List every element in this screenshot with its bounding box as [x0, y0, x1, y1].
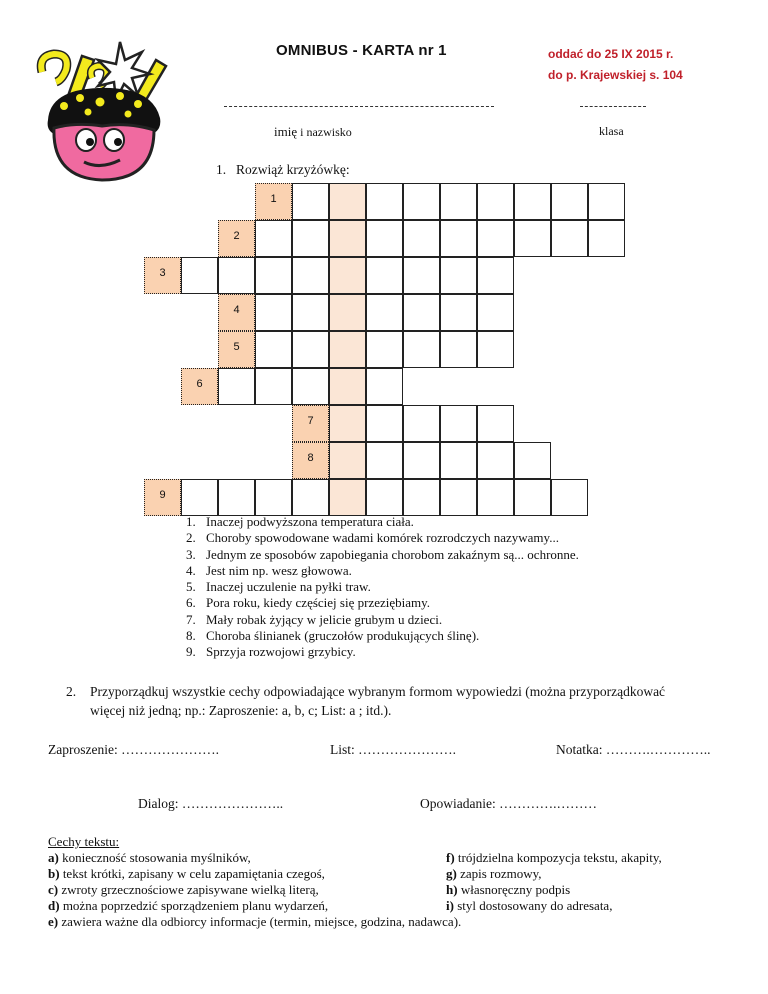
task2-text-1: Przyporządkuj wszystkie cechy odpowiadające wybranym formom wypowiedzi (można przyporządkować: [90, 684, 666, 699]
deadline-room: do p. Krajewskiej s. 104: [548, 68, 683, 82]
crossword-number-label: 9: [159, 489, 166, 501]
crossword-letter-cell[interactable]: [403, 220, 440, 257]
clue-item: [186, 644, 579, 660]
crossword-letter-cell[interactable]: [181, 479, 218, 516]
feature-e: e) zawiera ważne dla odbiorcy informacje (termin, miejsce, godzina, nadawca).: [48, 914, 462, 929]
clue-text: Choroby spowodowane wadami komórek rozrodczych nazywamy...: [206, 530, 559, 546]
crossword-letter-cell[interactable]: [588, 183, 625, 220]
clue-text: Pora roku, kiedy częściej się przeziębiamy.: [206, 595, 431, 611]
crossword-letter-cell[interactable]: [366, 405, 403, 442]
crossword-key-cell[interactable]: [329, 183, 366, 220]
crossword-number-label: 6: [196, 378, 203, 390]
crossword-number-label: 7: [307, 415, 314, 427]
crossword-number-cell: [144, 479, 181, 516]
crossword-letter-cell[interactable]: [477, 331, 514, 368]
name-label-first: imię: [274, 124, 298, 139]
crossword-key-cell[interactable]: [329, 405, 366, 442]
answer-zaproszenie[interactable]: Zaproszenie: ………………….: [48, 742, 219, 757]
crossword-letter-cell[interactable]: [440, 405, 477, 442]
crossword-letter-cell[interactable]: [477, 405, 514, 442]
crossword-letter-cell[interactable]: [551, 479, 588, 516]
crossword-letter-cell[interactable]: [255, 368, 292, 405]
crossword-number-label: 1: [270, 193, 277, 205]
crossword-number-label: 5: [233, 341, 240, 353]
feature-right: i) styl dostosowany do adresata,: [446, 898, 613, 913]
feature-left: b) tekst krótki, zapisany w celu zapamiętania czegoś,: [48, 866, 325, 881]
crossword-key-cell[interactable]: [329, 331, 366, 368]
crossword-letter-cell[interactable]: [218, 257, 255, 294]
crossword-letter-cell[interactable]: [514, 220, 551, 257]
crossword-letter-cell[interactable]: [255, 257, 292, 294]
clue-text: Choroba ślinianek (gruczołów produkujących ślinę).: [206, 628, 480, 644]
clue-item: [186, 563, 579, 579]
clue-item: [186, 579, 579, 595]
crossword-letter-cell[interactable]: [366, 479, 403, 516]
class-label: klasa: [599, 124, 624, 138]
crossword-letter-cell[interactable]: [551, 183, 588, 220]
name-label-second: i nazwisko: [300, 125, 352, 139]
crossword-letter-cell[interactable]: [403, 331, 440, 368]
crossword-number-cell: [144, 257, 181, 294]
crossword-letter-cell[interactable]: [440, 331, 477, 368]
crossword-letter-cell[interactable]: [181, 257, 218, 294]
clue-item: [186, 514, 579, 530]
crossword-key-cell[interactable]: [329, 442, 366, 479]
crossword-letter-cell[interactable]: [403, 257, 440, 294]
crossword-number-cell: [218, 294, 255, 331]
crossword-letter-cell[interactable]: [292, 368, 329, 405]
feature-row: [48, 866, 748, 882]
answer-notatka[interactable]: Notatka: ……….…………..: [556, 742, 711, 757]
crossword-letter-cell[interactable]: [477, 442, 514, 479]
clue-text: Inaczej uczulenie na pyłki traw.: [206, 579, 371, 595]
clue-item: [186, 612, 579, 628]
crossword-letter-cell[interactable]: [440, 479, 477, 516]
crossword-letter-cell[interactable]: [255, 331, 292, 368]
crossword-letter-cell[interactable]: [366, 220, 403, 257]
crossword-letter-cell[interactable]: [440, 442, 477, 479]
feature-left: a) konieczność stosowania myślników,: [48, 850, 251, 865]
crossword-letter-cell[interactable]: [218, 479, 255, 516]
crossword-letter-cell[interactable]: [440, 220, 477, 257]
clue-text: Jednym ze sposobów zapobiegania chorobom zakaźnym są... ochronne.: [206, 546, 579, 562]
crossword-letter-cell[interactable]: [440, 183, 477, 220]
crossword-letter-cell[interactable]: [477, 183, 514, 220]
crossword-number-label: 3: [159, 267, 166, 279]
crossword-letter-cell[interactable]: [477, 294, 514, 331]
text-features-list: [48, 834, 748, 930]
crossword-letter-cell[interactable]: [440, 294, 477, 331]
crossword-letter-cell[interactable]: [403, 479, 440, 516]
answer-list[interactable]: List: ………………….: [330, 742, 457, 757]
crossword-letter-cell[interactable]: [514, 479, 551, 516]
crossword-number-cell: [292, 405, 329, 442]
crossword-letter-cell[interactable]: [255, 479, 292, 516]
clue-item: [186, 628, 579, 644]
crossword-number-cell: [255, 183, 292, 220]
crossword-letter-cell[interactable]: [514, 442, 551, 479]
clue-text: Mały robak żyjący w jelicie grubym u dzieci.: [206, 611, 443, 627]
crossword-letter-cell[interactable]: [366, 257, 403, 294]
task2-instruction: [66, 682, 726, 720]
clue-text: Jest nim np. wesz głowowa.: [206, 562, 352, 578]
crossword-letter-cell[interactable]: [477, 220, 514, 257]
crossword-letter-cell[interactable]: [255, 220, 292, 257]
feature-row: [48, 882, 748, 898]
feature-right: g) zapis rozmowy,: [446, 866, 542, 881]
crossword-number-label: 4: [233, 304, 240, 316]
crossword-letter-cell[interactable]: [292, 183, 329, 220]
clue-item: [186, 595, 579, 611]
clue-text: Sprzyja rozwojowi grzybicy.: [206, 644, 356, 660]
crossword-letter-cell[interactable]: [366, 183, 403, 220]
feature-left: d) można poprzedzić sporządzeniem planu wydarzeń,: [48, 898, 329, 913]
crossword-clues: [186, 514, 579, 661]
crossword-letter-cell[interactable]: [366, 442, 403, 479]
crossword-letter-cell[interactable]: [292, 294, 329, 331]
crossword-letter-cell[interactable]: [366, 368, 403, 405]
crossword-letter-cell[interactable]: [403, 405, 440, 442]
task1-instruction: Rozwiąż krzyżówkę:: [236, 162, 350, 177]
feature-right: h) własnoręczny podpis: [446, 882, 571, 897]
clue-number: 7.: [186, 611, 196, 627]
task2-line1: [66, 682, 726, 701]
feature-row: [48, 898, 748, 914]
clue-number: 5.: [186, 579, 196, 595]
feature-left: c) zwroty grzecznościowe zapisywane wielką literą,: [48, 882, 319, 897]
clue-number: 3.: [186, 546, 196, 562]
crossword-number-cell: [218, 331, 255, 368]
crossword-letter-cell[interactable]: [551, 220, 588, 257]
crossword-letter-cell[interactable]: [292, 479, 329, 516]
crossword-letter-cell[interactable]: [366, 331, 403, 368]
clue-number: 4.: [186, 562, 196, 578]
clue-number: 1.: [186, 514, 196, 529]
task2-number: 2.: [66, 684, 77, 699]
crossword-number-label: 8: [307, 452, 314, 464]
features-heading: Cechy tekstu:: [48, 834, 120, 849]
worksheet-title: OMNIBUS - KARTA nr 1: [276, 42, 447, 59]
crossword-letter-cell[interactable]: [588, 220, 625, 257]
feature-right: f) trójdzielna kompozycja tekstu, akapity,: [446, 850, 662, 865]
task2-line2: więcej niż jedną; np.: Zaproszenie: a, b, c; List: a ; itd.).: [90, 703, 392, 718]
answer-opowiadanie[interactable]: Opowiadanie: ………….………: [420, 796, 597, 811]
clue-number: 2.: [186, 530, 196, 546]
crossword-letter-cell[interactable]: [292, 331, 329, 368]
clue-number: 6.: [186, 595, 196, 611]
crossword-letter-cell[interactable]: [514, 183, 551, 220]
feature-row: [48, 850, 748, 866]
task1-number: 1.: [216, 162, 227, 177]
crossword-letter-cell[interactable]: [403, 294, 440, 331]
crossword-letter-cell[interactable]: [477, 479, 514, 516]
crossword-number-cell: [218, 220, 255, 257]
crossword-number-label: 2: [233, 230, 240, 242]
crossword-letter-cell[interactable]: [255, 294, 292, 331]
clue-text: Inaczej podwyższona temperatura ciała.: [206, 514, 414, 529]
crossword-letter-cell[interactable]: [218, 368, 255, 405]
clue-number: 8.: [186, 628, 196, 644]
crossword-key-cell[interactable]: [329, 294, 366, 331]
crossword-letter-cell[interactable]: [477, 257, 514, 294]
answer-dialog[interactable]: Dialog: …………………..: [138, 796, 284, 811]
crossword-key-cell[interactable]: [329, 257, 366, 294]
crossword-letter-cell[interactable]: [292, 220, 329, 257]
crossword-number-cell: [181, 368, 218, 405]
crossword-letter-cell[interactable]: [440, 257, 477, 294]
crossword-letter-cell[interactable]: [403, 183, 440, 220]
clue-item: [186, 530, 579, 546]
clue-item: [186, 547, 579, 563]
crossword-key-cell[interactable]: [329, 220, 366, 257]
crossword-key-cell[interactable]: [329, 479, 366, 516]
crossword-key-cell[interactable]: [329, 368, 366, 405]
crossword-letter-cell[interactable]: [403, 442, 440, 479]
clue-number: 9.: [186, 644, 196, 660]
crossword-letter-cell[interactable]: [366, 294, 403, 331]
crossword-letter-cell[interactable]: [292, 257, 329, 294]
crossword-number-cell: [292, 442, 329, 479]
deadline-date: oddać do 25 IX 2015 r.: [548, 47, 674, 61]
